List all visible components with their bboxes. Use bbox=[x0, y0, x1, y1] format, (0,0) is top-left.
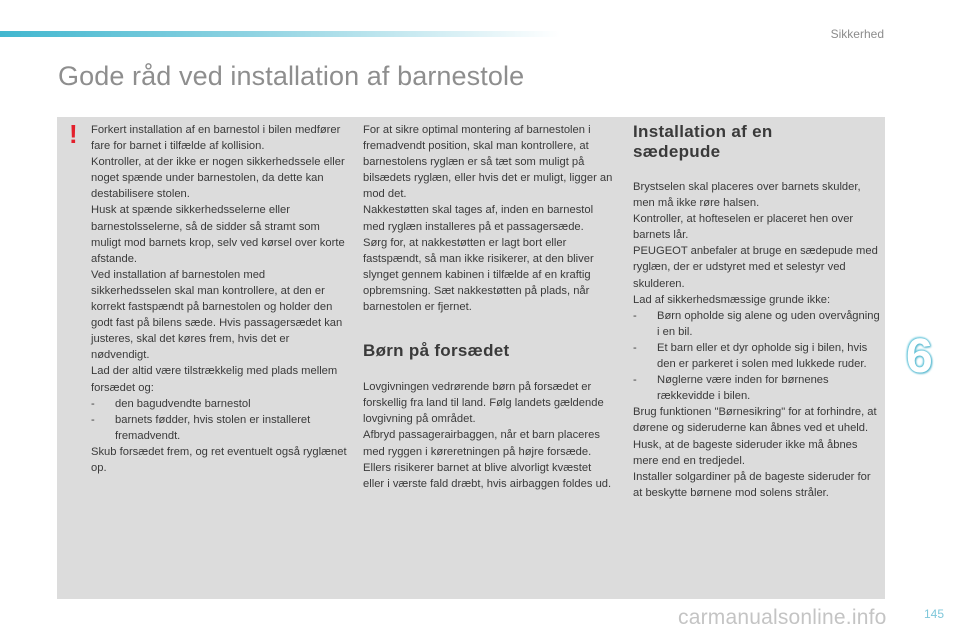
paragraph: Skub forsædet frem, og ret eventuelt også ryglænet op. bbox=[91, 445, 347, 474]
page-number: 145 bbox=[923, 607, 944, 621]
paragraph: Brystselen skal placeres over barnets skulder, men må ikke røre halsen. bbox=[633, 181, 861, 210]
paragraph: Kontroller, at hofteselen er placeret hen over barnets lår. bbox=[633, 213, 854, 242]
column-headrest bbox=[363, 122, 615, 492]
list-item bbox=[633, 308, 881, 340]
paragraph: Ellers risikerer barnet at blive alvorligt kvæstet eller i værste fald dræbt, hvis airbaggen foldes ud. bbox=[363, 461, 612, 490]
paragraph: Nakkestøtten skal tages af, inden en barnestol med ryglæn installeres på et passagersæde. bbox=[363, 204, 594, 233]
subheading-front-seat: Børn på forsædet bbox=[363, 341, 510, 361]
list-dash: - bbox=[633, 341, 637, 354]
paragraph: Husk at spænde sikkerhedsselerne eller barnestolsselerne, så de sidder så stramt som muligt mod barnets krop, selv ved kørsel over korte afstande. bbox=[91, 204, 345, 265]
paragraph: Kontroller, at der ikke er nogen sikkerhedssele eller noget spænde under barnestolen, da dette kan destabilisere stolen. bbox=[91, 156, 345, 201]
list-item-text: den bagudvendte barnestol bbox=[115, 397, 251, 410]
page-title: Gode råd ved installation af barnestole bbox=[58, 61, 525, 91]
exclamation-icon: ! bbox=[69, 119, 78, 149]
list-item-text: Børn opholde sig alene og uden overvågning i en bil. bbox=[657, 309, 880, 338]
column-booster-seat bbox=[633, 122, 881, 501]
paragraph: Installer solgardiner på de bageste sideruder for at beskytte børnene mod solens stråler. bbox=[633, 470, 871, 499]
paragraph: Lovgivningen vedrørende børn på forsædet er forskellig fra land til land. Følg landets gældende lovgivning på området. bbox=[363, 381, 604, 426]
paragraph: Husk, at de bageste sideruder ikke må åbnes mere end en tredjedel. bbox=[633, 438, 858, 467]
section-name: Sikkerhed bbox=[830, 27, 884, 41]
paragraph: Brug funktionen "Børnesikring" for at forhindre, at dørene og sideruderne kan åbnes ved et uheld. bbox=[633, 406, 877, 435]
list-dash: - bbox=[633, 374, 637, 387]
list-item bbox=[633, 340, 881, 372]
list-item bbox=[91, 412, 347, 444]
header-accent-bar bbox=[0, 31, 560, 37]
paragraph: Sørg for, at nakkestøtten er lagt bort eller fastspændt, så man ikke risikerer, at den bliver slynget gennem kabinen i tilfælde af en kraftig opbremsning. Sæt nakkestøtten på plads, når barnestolen er fjernet. bbox=[363, 236, 594, 314]
paragraph: For at sikre optimal montering af barnestolen i fremadvendt position, skal man kontrollere, at barnestolens ryglæn er så tæt som muligt på bilsædets ryglæn, eller hvis det er muligt, ligger an mod det. bbox=[363, 124, 613, 201]
list-item bbox=[633, 372, 881, 404]
paragraph: Lad der altid være tilstrækkelig med plads mellem forsædet og: bbox=[91, 365, 338, 394]
list-dash: - bbox=[633, 309, 637, 322]
column-warning bbox=[91, 122, 347, 476]
watermark: carmanualsonline.info bbox=[678, 606, 887, 629]
list-dash: - bbox=[91, 397, 95, 410]
paragraph: Afbryd passagerairbaggen, når et barn placeres med ryggen i køreretningen på højre forsæde. bbox=[363, 429, 600, 458]
list-item-text: Nøglerne være inden for børnenes rækkevidde i bilen. bbox=[657, 374, 829, 403]
list-item bbox=[91, 396, 347, 412]
chapter-number: 6 bbox=[906, 330, 933, 383]
list-item-text: barnets fødder, hvis stolen er installeret fremadvendt. bbox=[115, 413, 311, 442]
list-item-text: Et barn eller et dyr opholde sig i bilen, hvis den er parkeret i solen med lukkede ruder. bbox=[657, 341, 868, 371]
paragraph: Ved installation af barnestolen med sikkerhedsselen skal man kontrollere, at den er korrekt fastspændt på barnestolen og holder den godt fast på bilens sæde. Hvis passagersædet kan justeres, skal det køres frem, hvis det er nødvendigt. bbox=[91, 268, 343, 362]
paragraph: PEUGEOT anbefaler at bruge en sædepude med ryglæn, der er udstyret med et selestyr ved skulderen. bbox=[633, 245, 878, 290]
paragraph: Lad af sikkerhedsmæssige grunde ikke: bbox=[633, 293, 831, 306]
subheading-booster-seat: Installation af en sædepude bbox=[633, 122, 773, 161]
paragraph: Forkert installation af en barnestol i bilen medfører fare for barnet i tilfælde af kollision. bbox=[91, 124, 341, 153]
list-dash: - bbox=[91, 413, 95, 426]
